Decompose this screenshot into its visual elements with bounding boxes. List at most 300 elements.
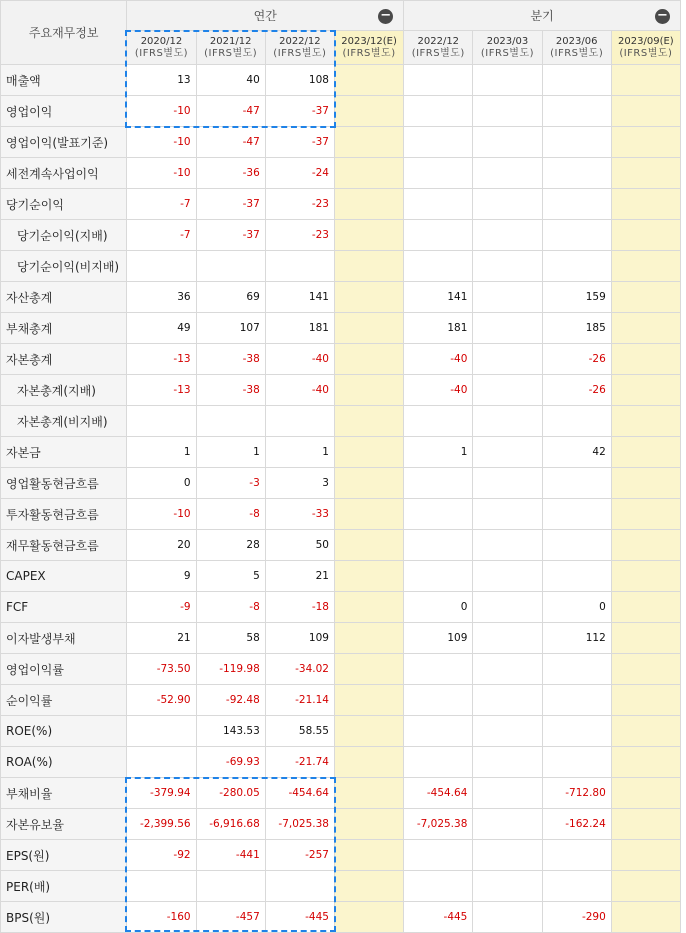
value-cell: 3 <box>265 468 334 499</box>
value-cell <box>473 654 542 685</box>
value-cell <box>611 592 680 623</box>
table-row <box>1 840 681 871</box>
table-row <box>1 282 681 313</box>
value-cell: 1 <box>196 437 265 468</box>
value-cell <box>473 65 542 96</box>
value-cell <box>334 902 403 933</box>
value-cell: 107 <box>196 313 265 344</box>
period-header <box>196 31 265 65</box>
value-cell <box>473 251 542 282</box>
value-cell <box>542 65 611 96</box>
value-cell <box>404 716 473 747</box>
value-cell <box>611 468 680 499</box>
value-cell: -40 <box>404 375 473 406</box>
period-basis: (IFRS별도) <box>204 47 258 59</box>
value-cell <box>127 406 196 437</box>
value-cell <box>611 344 680 375</box>
row-label: 자본금 <box>1 437 127 468</box>
value-cell <box>473 499 542 530</box>
table-row <box>1 654 681 685</box>
value-cell <box>404 158 473 189</box>
annual-group-header <box>127 1 404 31</box>
period-header <box>404 31 473 65</box>
value-cell: -21.74 <box>265 747 334 778</box>
value-cell: -37 <box>265 127 334 158</box>
period-header <box>334 31 403 65</box>
value-cell: -9 <box>127 592 196 623</box>
table-row <box>1 716 681 747</box>
value-cell: -47 <box>196 127 265 158</box>
value-cell <box>334 282 403 313</box>
value-cell <box>542 871 611 902</box>
table-row <box>1 65 681 96</box>
value-cell: 40 <box>196 65 265 96</box>
value-cell: -379.94 <box>127 778 196 809</box>
period-basis: (IFRS별도) <box>550 47 604 59</box>
value-cell <box>473 592 542 623</box>
row-label: 영업이익 <box>1 96 127 127</box>
value-cell <box>334 375 403 406</box>
value-cell <box>334 96 403 127</box>
value-cell: 20 <box>127 530 196 561</box>
value-cell <box>611 716 680 747</box>
value-cell <box>473 902 542 933</box>
value-cell <box>196 406 265 437</box>
value-cell <box>473 344 542 375</box>
value-cell: 36 <box>127 282 196 313</box>
value-cell: 58.55 <box>265 716 334 747</box>
value-cell <box>611 561 680 592</box>
value-cell: -445 <box>404 902 473 933</box>
table-row <box>1 344 681 375</box>
value-cell <box>265 406 334 437</box>
value-cell <box>473 623 542 654</box>
value-cell <box>542 716 611 747</box>
value-cell: 159 <box>542 282 611 313</box>
value-cell <box>611 902 680 933</box>
table-row <box>1 251 681 282</box>
value-cell <box>542 406 611 437</box>
value-cell: -36 <box>196 158 265 189</box>
value-cell <box>334 716 403 747</box>
value-cell: -7 <box>127 189 196 220</box>
row-label: CAPEX <box>1 561 127 592</box>
table-row <box>1 778 681 809</box>
value-cell: -13 <box>127 375 196 406</box>
value-cell <box>611 778 680 809</box>
value-cell: 181 <box>265 313 334 344</box>
value-cell <box>334 65 403 96</box>
value-cell <box>611 499 680 530</box>
value-cell: -457 <box>196 902 265 933</box>
value-cell: -257 <box>265 840 334 871</box>
value-cell <box>473 716 542 747</box>
value-cell: -454.64 <box>265 778 334 809</box>
period-header <box>611 31 680 65</box>
value-cell <box>334 778 403 809</box>
value-cell <box>611 809 680 840</box>
value-cell: -7,025.38 <box>404 809 473 840</box>
value-cell: -7,025.38 <box>265 809 334 840</box>
row-label: 부채비율 <box>1 778 127 809</box>
value-cell <box>334 530 403 561</box>
value-cell <box>473 220 542 251</box>
period-date: 2023/06 <box>555 35 598 47</box>
table-row <box>1 406 681 437</box>
value-cell <box>473 530 542 561</box>
row-label: 재무활동현금흐름 <box>1 530 127 561</box>
table-row <box>1 189 681 220</box>
value-cell: 141 <box>404 282 473 313</box>
table-row <box>1 437 681 468</box>
table-row <box>1 127 681 158</box>
value-cell: -37 <box>265 96 334 127</box>
row-label: 영업이익(발표기준) <box>1 127 127 158</box>
value-cell <box>473 747 542 778</box>
table-row <box>1 468 681 499</box>
value-cell: -10 <box>127 158 196 189</box>
value-cell <box>196 251 265 282</box>
value-cell: -290 <box>542 902 611 933</box>
value-cell <box>404 685 473 716</box>
value-cell <box>473 840 542 871</box>
value-cell <box>334 127 403 158</box>
row-label: 이자발생부채 <box>1 623 127 654</box>
value-cell <box>334 189 403 220</box>
value-cell: 1 <box>265 437 334 468</box>
value-cell <box>404 747 473 778</box>
row-label: ROA(%) <box>1 747 127 778</box>
value-cell: -26 <box>542 375 611 406</box>
value-cell: 141 <box>265 282 334 313</box>
value-cell <box>334 499 403 530</box>
value-cell: 112 <box>542 623 611 654</box>
value-cell <box>473 685 542 716</box>
value-cell <box>404 220 473 251</box>
value-cell <box>473 406 542 437</box>
value-cell: -37 <box>196 220 265 251</box>
value-cell <box>404 189 473 220</box>
value-cell: -441 <box>196 840 265 871</box>
value-cell <box>334 406 403 437</box>
table-row <box>1 375 681 406</box>
value-cell: -38 <box>196 375 265 406</box>
row-label: 투자활동현금흐름 <box>1 499 127 530</box>
table-row <box>1 592 681 623</box>
value-cell: -69.93 <box>196 747 265 778</box>
value-cell <box>334 561 403 592</box>
collapse-annual-icon[interactable]: − <box>378 9 393 24</box>
value-cell: 9 <box>127 561 196 592</box>
value-cell: 109 <box>265 623 334 654</box>
table-row <box>1 561 681 592</box>
value-cell: -33 <box>265 499 334 530</box>
value-cell <box>127 871 196 902</box>
value-cell <box>404 251 473 282</box>
value-cell: -10 <box>127 96 196 127</box>
value-cell <box>542 747 611 778</box>
value-cell: -40 <box>265 375 334 406</box>
period-header <box>542 31 611 65</box>
value-cell <box>542 220 611 251</box>
period-date: 2023/09(E) <box>618 35 674 47</box>
value-cell <box>127 747 196 778</box>
value-cell: 58 <box>196 623 265 654</box>
value-cell <box>334 592 403 623</box>
row-label: 자본유보율 <box>1 809 127 840</box>
row-label: 당기순이익(비지배) <box>1 251 127 282</box>
value-cell <box>611 158 680 189</box>
table-row <box>1 499 681 530</box>
collapse-quarter-icon[interactable]: − <box>655 9 670 24</box>
value-cell: -23 <box>265 189 334 220</box>
quarter-label: 분기 <box>530 9 554 23</box>
value-cell <box>611 251 680 282</box>
row-label: 영업활동현금흐름 <box>1 468 127 499</box>
table-row <box>1 902 681 933</box>
value-cell: -92 <box>127 840 196 871</box>
value-cell: 69 <box>196 282 265 313</box>
value-cell <box>611 127 680 158</box>
value-cell <box>542 96 611 127</box>
value-cell <box>542 468 611 499</box>
value-cell <box>404 840 473 871</box>
value-cell <box>542 561 611 592</box>
table-row <box>1 809 681 840</box>
value-cell: 109 <box>404 623 473 654</box>
value-cell <box>127 716 196 747</box>
row-label: 부채총계 <box>1 313 127 344</box>
value-cell <box>404 406 473 437</box>
row-label: 자산총계 <box>1 282 127 313</box>
value-cell: -2,399.56 <box>127 809 196 840</box>
value-cell: -7 <box>127 220 196 251</box>
value-cell <box>473 189 542 220</box>
corner-label: 주요재무정보 <box>1 1 127 65</box>
value-cell <box>611 840 680 871</box>
value-cell <box>334 158 403 189</box>
value-cell: -454.64 <box>404 778 473 809</box>
value-cell <box>473 468 542 499</box>
row-label: 자본총계(비지배) <box>1 406 127 437</box>
value-cell <box>334 840 403 871</box>
table-row <box>1 623 681 654</box>
period-header <box>127 31 196 65</box>
period-date: 2023/03 <box>486 35 529 47</box>
value-cell: 1 <box>404 437 473 468</box>
value-cell <box>334 871 403 902</box>
value-cell <box>473 158 542 189</box>
value-cell: -280.05 <box>196 778 265 809</box>
value-cell <box>542 251 611 282</box>
value-cell <box>473 96 542 127</box>
value-cell: -8 <box>196 592 265 623</box>
value-cell <box>542 499 611 530</box>
value-cell: -160 <box>127 902 196 933</box>
table-row <box>1 747 681 778</box>
row-label: 자본총계 <box>1 344 127 375</box>
value-cell <box>473 561 542 592</box>
value-cell <box>196 871 265 902</box>
value-cell: 108 <box>265 65 334 96</box>
period-basis: (IFRS별도) <box>134 47 189 59</box>
value-cell <box>334 344 403 375</box>
row-label: 세전계속사업이익 <box>1 158 127 189</box>
value-cell: 50 <box>265 530 334 561</box>
row-label: BPS(원) <box>1 902 127 933</box>
value-cell <box>611 623 680 654</box>
value-cell <box>473 871 542 902</box>
value-cell: -37 <box>196 189 265 220</box>
period-date: 2021/12 <box>209 35 252 47</box>
table-row <box>1 685 681 716</box>
value-cell: -26 <box>542 344 611 375</box>
period-basis: (IFRS별도) <box>480 47 535 59</box>
value-cell <box>611 530 680 561</box>
value-cell <box>611 871 680 902</box>
value-cell <box>334 468 403 499</box>
value-cell: 1 <box>127 437 196 468</box>
value-cell: -18 <box>265 592 334 623</box>
value-cell <box>334 437 403 468</box>
value-cell <box>334 685 403 716</box>
value-cell: -3 <box>196 468 265 499</box>
value-cell: -38 <box>196 344 265 375</box>
value-cell: 21 <box>127 623 196 654</box>
value-cell <box>265 251 334 282</box>
value-cell <box>611 282 680 313</box>
value-cell: 42 <box>542 437 611 468</box>
value-cell <box>611 65 680 96</box>
value-cell <box>334 654 403 685</box>
table-header <box>1 1 681 65</box>
value-cell: 0 <box>404 592 473 623</box>
value-cell <box>334 747 403 778</box>
table-body <box>1 65 681 933</box>
value-cell: -21.14 <box>265 685 334 716</box>
value-cell: 21 <box>265 561 334 592</box>
value-cell <box>404 561 473 592</box>
period-header <box>265 31 334 65</box>
row-label: PER(배) <box>1 871 127 902</box>
table-row <box>1 96 681 127</box>
row-label: 영업이익률 <box>1 654 127 685</box>
value-cell: -92.48 <box>196 685 265 716</box>
value-cell: 181 <box>404 313 473 344</box>
value-cell <box>473 127 542 158</box>
value-cell: -24 <box>265 158 334 189</box>
value-cell: -40 <box>265 344 334 375</box>
value-cell <box>404 65 473 96</box>
value-cell: -73.50 <box>127 654 196 685</box>
value-cell <box>334 809 403 840</box>
value-cell <box>611 747 680 778</box>
value-cell: -10 <box>127 499 196 530</box>
value-cell <box>611 220 680 251</box>
value-cell: -47 <box>196 96 265 127</box>
period-basis: (IFRS별도) <box>273 47 327 59</box>
value-cell: 28 <box>196 530 265 561</box>
value-cell <box>473 313 542 344</box>
row-label: 자본총계(지배) <box>1 375 127 406</box>
period-basis: (IFRS별도) <box>411 47 465 59</box>
value-cell <box>404 530 473 561</box>
row-label: 매출액 <box>1 65 127 96</box>
value-cell: -712.80 <box>542 778 611 809</box>
value-cell <box>334 251 403 282</box>
period-basis: (IFRS별도) <box>342 47 396 59</box>
value-cell <box>265 871 334 902</box>
value-cell: 185 <box>542 313 611 344</box>
value-cell <box>404 871 473 902</box>
value-cell <box>473 809 542 840</box>
value-cell: -13 <box>127 344 196 375</box>
value-cell <box>404 96 473 127</box>
value-cell: -119.98 <box>196 654 265 685</box>
value-cell: 0 <box>542 592 611 623</box>
value-cell <box>473 282 542 313</box>
value-cell <box>334 220 403 251</box>
value-cell: 143.53 <box>196 716 265 747</box>
value-cell: 49 <box>127 313 196 344</box>
row-label: ROE(%) <box>1 716 127 747</box>
value-cell: -162.24 <box>542 809 611 840</box>
value-cell: -445 <box>265 902 334 933</box>
value-cell: 13 <box>127 65 196 96</box>
value-cell: -34.02 <box>265 654 334 685</box>
row-label: 당기순이익 <box>1 189 127 220</box>
quarter-group-header <box>404 1 681 31</box>
table-row <box>1 158 681 189</box>
value-cell <box>611 313 680 344</box>
value-cell <box>404 468 473 499</box>
table-row <box>1 530 681 561</box>
period-date: 2022/12 <box>279 35 321 47</box>
period-date: 2020/12 <box>140 35 183 47</box>
value-cell <box>542 654 611 685</box>
value-cell <box>611 437 680 468</box>
value-cell <box>542 685 611 716</box>
value-cell: -10 <box>127 127 196 158</box>
value-cell <box>404 127 473 158</box>
annual-label: 연간 <box>253 9 277 23</box>
table-row <box>1 871 681 902</box>
value-cell <box>542 189 611 220</box>
value-cell <box>611 96 680 127</box>
value-cell <box>127 251 196 282</box>
period-header <box>473 31 542 65</box>
value-cell: -52.90 <box>127 685 196 716</box>
row-label: EPS(원) <box>1 840 127 871</box>
row-label: FCF <box>1 592 127 623</box>
period-date: 2022/12 <box>417 35 460 47</box>
value-cell <box>404 654 473 685</box>
value-cell <box>542 127 611 158</box>
value-cell: -8 <box>196 499 265 530</box>
value-cell <box>611 406 680 437</box>
value-cell <box>473 778 542 809</box>
table-row <box>1 313 681 344</box>
value-cell <box>473 437 542 468</box>
value-cell <box>334 623 403 654</box>
value-cell: 0 <box>127 468 196 499</box>
value-cell <box>404 499 473 530</box>
period-date: 2023/12(E) <box>341 35 397 47</box>
value-cell <box>611 189 680 220</box>
value-cell: -40 <box>404 344 473 375</box>
value-cell <box>542 158 611 189</box>
value-cell: -23 <box>265 220 334 251</box>
